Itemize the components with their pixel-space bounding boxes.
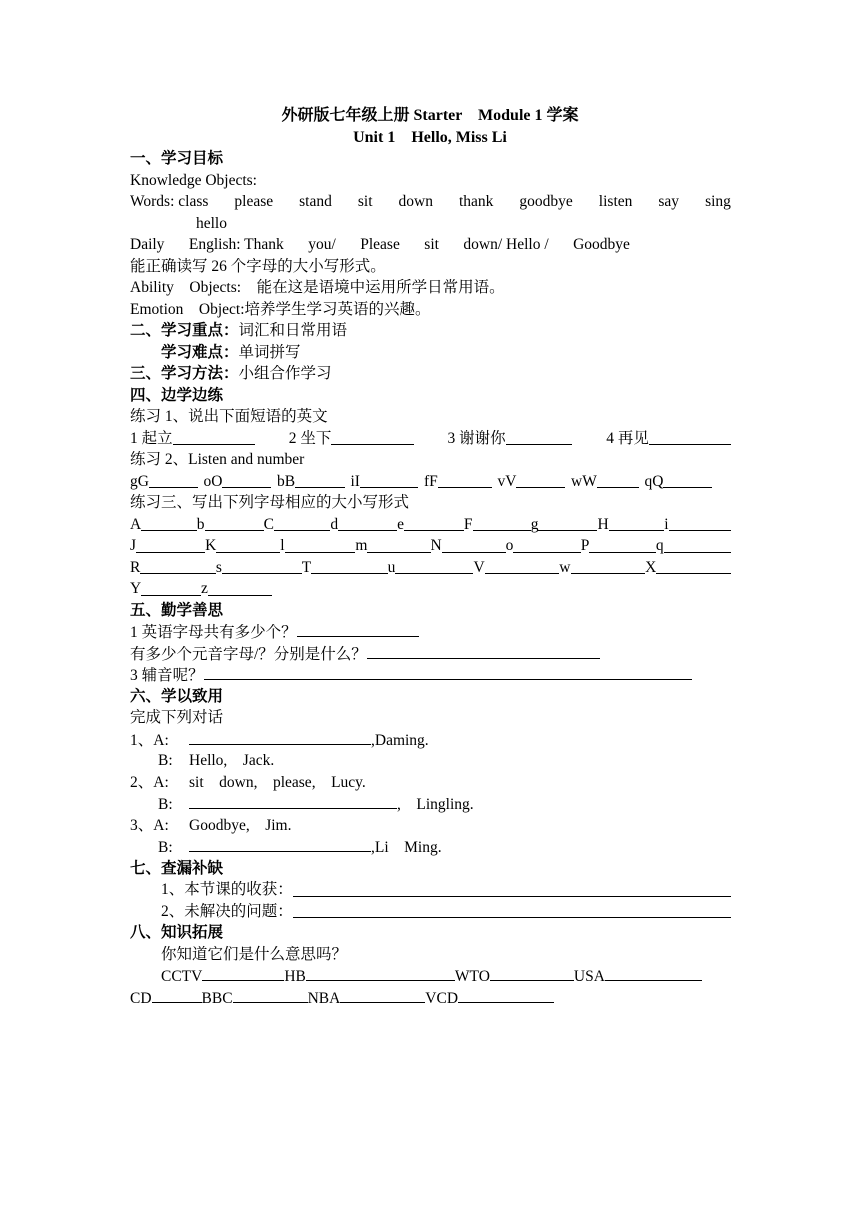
words-line <box>130 191 731 213</box>
answer-blank[interactable] <box>649 429 731 445</box>
acronym-row-1: CCTV HB WTO USA <box>130 965 731 987</box>
answer-blank[interactable] <box>141 515 197 531</box>
word: sing <box>705 193 731 210</box>
letter: R <box>130 558 141 576</box>
answer-blank[interactable] <box>404 515 464 531</box>
letter: g <box>530 515 539 533</box>
word: stand <box>299 193 332 210</box>
answer-blank[interactable] <box>140 558 216 574</box>
letter-pair: oO <box>204 471 272 493</box>
answer-blank[interactable] <box>311 558 387 574</box>
answer-blank[interactable] <box>438 472 492 488</box>
daily-word: Daily <box>130 236 165 253</box>
answer-blank[interactable] <box>490 965 574 981</box>
letter: H <box>597 515 609 533</box>
answer-blank[interactable] <box>485 558 560 574</box>
exercise-1-title: 练习 1、说出下面短语的英文 <box>130 408 328 425</box>
letter-pair: wW <box>571 471 639 493</box>
daily-english-line <box>130 234 630 256</box>
letter: w <box>559 558 571 576</box>
answer-blank[interactable] <box>189 729 371 745</box>
exercise-3-title: 练习三、写出下列字母相应的大小写形式 <box>130 494 410 511</box>
answer-blank[interactable] <box>222 558 302 574</box>
letter: s <box>215 558 222 576</box>
section-7-heading: 七、查漏补缺 <box>130 859 224 877</box>
letter-pair: qQ <box>645 471 713 493</box>
exercise-2-row <box>130 471 712 493</box>
answer-blank[interactable] <box>340 987 425 1003</box>
answer-blank[interactable] <box>367 537 430 553</box>
answer-blank[interactable] <box>458 987 554 1003</box>
answer-blank[interactable] <box>589 537 656 553</box>
answer-blank[interactable] <box>141 580 201 596</box>
letter: C <box>263 515 274 533</box>
answer-blank[interactable] <box>669 515 731 531</box>
word: say <box>658 193 680 210</box>
answer-blank[interactable] <box>189 836 371 852</box>
ability-objects: Ability Objects: 能在这是语境中运用所学日常用语。 <box>130 279 505 296</box>
difficulty-text: 单词拼写 <box>238 343 301 361</box>
letters-row-3 <box>130 557 731 579</box>
answer-blank[interactable] <box>513 537 580 553</box>
key-points: 词汇和日常用语 <box>238 322 348 339</box>
letter: b <box>196 515 205 533</box>
answer-blank[interactable] <box>202 965 284 981</box>
section-1-heading: 一、学习目标 <box>130 150 224 167</box>
worksheet-body <box>130 148 731 1008</box>
word: down <box>398 193 433 210</box>
answer-blank[interactable] <box>285 537 356 553</box>
answer-blank[interactable] <box>216 537 280 553</box>
dialogue-2b: B: , Lingling. <box>130 793 731 815</box>
answer-blank[interactable] <box>571 558 646 574</box>
dialogue-1a: 1、A: ,Daming. <box>130 729 731 751</box>
answer-blank[interactable] <box>506 429 573 445</box>
reflection-questions: 2、未解决的问题： <box>130 901 731 923</box>
letter: u <box>387 558 396 576</box>
answer-blank[interactable] <box>208 580 272 596</box>
section-2-line <box>130 320 731 342</box>
daily-word: Please <box>360 236 400 253</box>
answer-blank[interactable] <box>274 515 330 531</box>
letter-pair: fF <box>424 471 492 493</box>
answer-blank[interactable] <box>597 472 639 488</box>
doc-subtitle: Unit 1 Hello, Miss Li <box>353 129 507 146</box>
letter: Y <box>130 580 142 597</box>
section-5-heading: 五、勤学善思 <box>130 601 224 619</box>
word: goodbye <box>519 193 573 210</box>
word: sit <box>357 193 373 210</box>
exercise-1-item: 4 再见 <box>606 428 731 450</box>
letter: N <box>430 537 442 554</box>
answer-blank[interactable] <box>152 987 202 1003</box>
exercise-1-item: 2 坐下 <box>289 428 414 450</box>
answer-blank[interactable] <box>295 472 344 488</box>
doc-title: 外研版七年级上册 Starter Module 1 学案 <box>281 107 579 124</box>
daily-word: English: Thank <box>188 236 284 253</box>
answer-blank[interactable] <box>395 558 473 574</box>
dialogue-3b: B: ,Li Ming. <box>130 836 731 858</box>
method-text: 小组合作学习 <box>238 365 332 382</box>
daily-word: Goodbye <box>573 236 630 253</box>
answer-blank[interactable] <box>360 472 418 488</box>
letter: d <box>330 515 339 533</box>
dialogue-2a: 2、A: sit down, please, Lucy. <box>130 773 366 791</box>
letter-pair: gG <box>130 471 198 493</box>
difficulty-label: 学习难点： <box>161 343 239 361</box>
emotion-object: Emotion Object:培养学生学习英语的兴趣。 <box>130 300 431 318</box>
exercise-2-title: 练习 2、Listen and number <box>130 451 305 468</box>
letter: J <box>130 537 137 554</box>
letter: V <box>473 558 485 576</box>
section-4-heading: 四、边学边练 <box>130 386 224 404</box>
answer-blank[interactable] <box>293 902 731 918</box>
difficulty-line <box>130 342 731 364</box>
letter: K <box>205 537 217 554</box>
dialogue-intro: 完成下列对话 <box>130 709 224 726</box>
answer-blank[interactable] <box>516 472 565 488</box>
answer-blank[interactable] <box>233 987 308 1003</box>
question-1: 1 英语字母共有多少个？ <box>130 621 731 643</box>
letters-row-1 <box>130 514 731 536</box>
word: please <box>234 193 274 210</box>
word: thank <box>458 193 494 210</box>
letter: F <box>463 515 473 533</box>
exercise-1-item: 3 谢谢你 <box>448 428 573 450</box>
answer-blank[interactable] <box>205 515 264 531</box>
answer-blank[interactable] <box>664 537 731 553</box>
letter: e <box>397 515 405 533</box>
answer-blank[interactable] <box>297 621 419 637</box>
answer-blank[interactable] <box>173 429 255 445</box>
knowledge-objects-label: Knowledge Objects: <box>130 171 257 189</box>
acronym-row-2: CD BBC NBA VCD <box>130 987 731 1009</box>
section-3-heading: 三、学习方法： <box>130 365 239 382</box>
word: listen <box>598 193 633 210</box>
answer-blank[interactable] <box>442 537 506 553</box>
section-6-heading: 六、学以致用 <box>130 687 224 705</box>
answer-blank[interactable] <box>656 558 731 574</box>
answer-blank[interactable] <box>605 965 702 981</box>
section-2-heading: 二、学习重点： <box>130 322 239 339</box>
answer-blank[interactable] <box>149 472 198 488</box>
letter-pair: iI <box>351 471 419 493</box>
letter: T <box>301 558 312 576</box>
letter: z <box>201 580 208 597</box>
answer-blank[interactable] <box>609 515 665 531</box>
letter: m <box>355 537 368 554</box>
answer-blank[interactable] <box>473 515 531 531</box>
letter: o <box>505 537 514 554</box>
letters-row-2 <box>130 535 731 557</box>
answer-blank[interactable] <box>331 429 413 445</box>
reflection-gains: 1、本节课的收获： <box>130 879 731 901</box>
answer-blank[interactable] <box>204 664 692 680</box>
answer-blank[interactable] <box>367 643 600 659</box>
words-label: Words: class <box>130 193 209 210</box>
exercise-1-row <box>130 428 731 450</box>
answer-blank[interactable] <box>293 881 731 897</box>
letter: l <box>280 537 285 554</box>
section-8-heading: 八、知识拓展 <box>130 924 224 941</box>
exercise-1-item: 1 起立 <box>130 428 255 450</box>
letter-pair: vV <box>498 471 566 493</box>
answer-blank[interactable] <box>538 515 597 531</box>
answer-blank[interactable] <box>189 793 397 809</box>
letters-goal: 能正确读写 26 个字母的大小写形式。 <box>130 257 386 275</box>
daily-word: you/ <box>308 236 336 253</box>
answer-blank[interactable] <box>306 965 455 981</box>
daily-word: sit <box>424 236 439 253</box>
question-2: 有多少个元音字母/？分别是什么？ <box>130 643 731 665</box>
extension-question: 你知道它们是什么意思吗？ <box>161 945 348 963</box>
daily-word: down/ Hello / <box>463 236 549 253</box>
letter: q <box>655 537 664 554</box>
dialogue-1b: B: Hello, Jack. <box>158 752 275 769</box>
letter: A <box>130 515 142 533</box>
answer-blank[interactable] <box>663 472 712 488</box>
answer-blank[interactable] <box>136 537 205 553</box>
dialogue-3a: 3、A: Goodbye, Jim. <box>130 816 292 834</box>
letter: i <box>664 515 669 533</box>
answer-blank[interactable] <box>222 472 271 488</box>
letter: X <box>645 558 657 576</box>
letter-pair: bB <box>277 471 345 493</box>
section-3-line <box>130 363 731 385</box>
answer-blank[interactable] <box>338 515 397 531</box>
question-3: 3 辅音呢？ <box>130 664 731 686</box>
letters-row-4 <box>130 578 272 600</box>
word-continued: hello <box>196 214 227 232</box>
letter: P <box>580 537 590 554</box>
